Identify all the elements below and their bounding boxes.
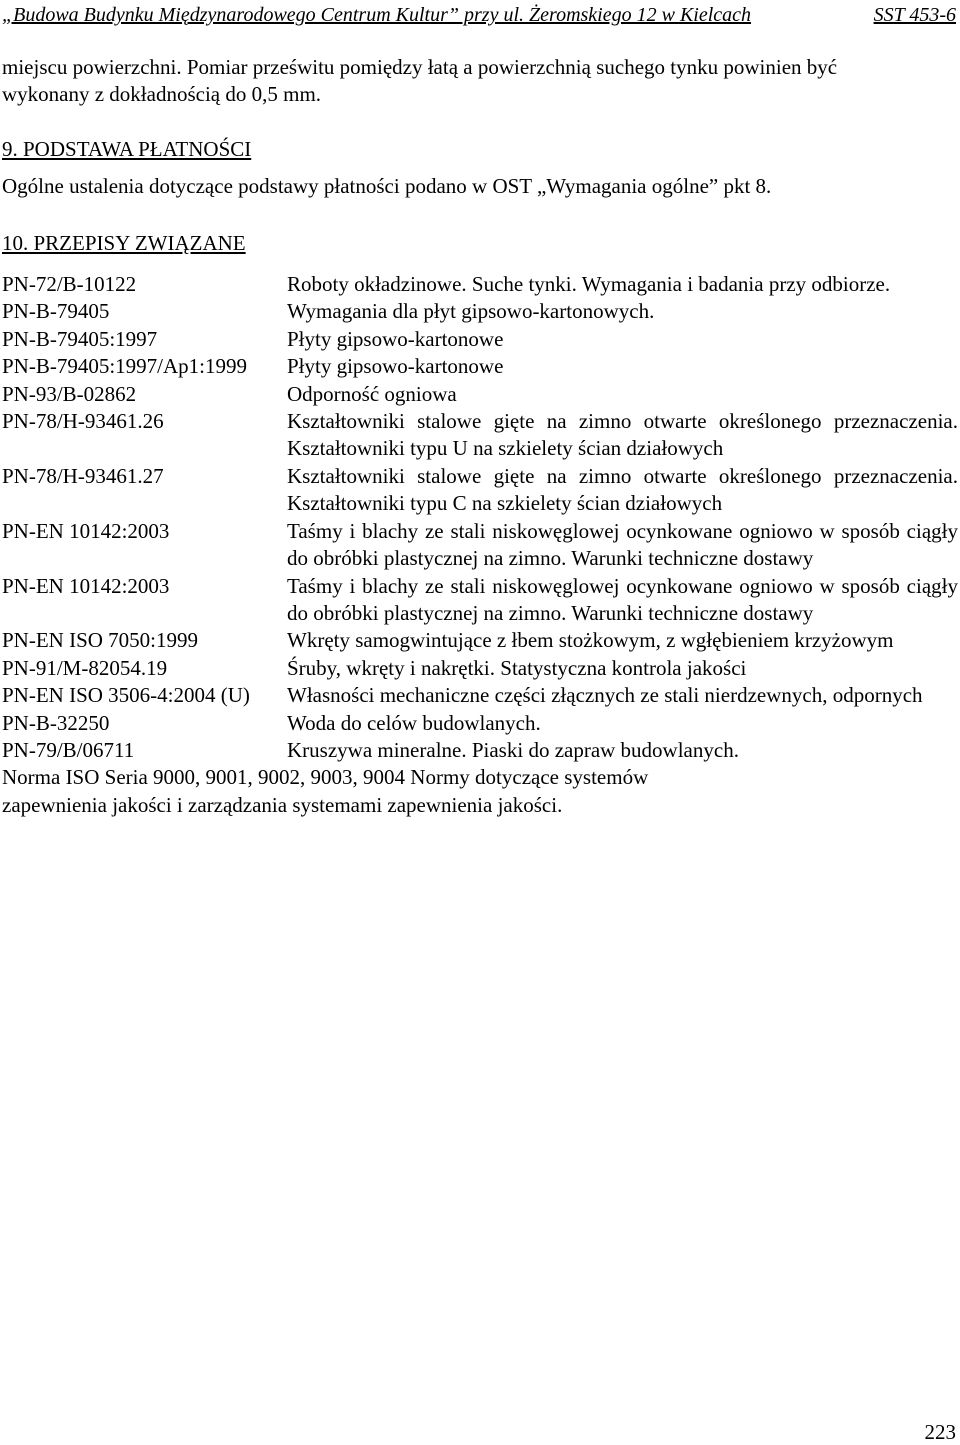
reference-code: PN-EN ISO 3506-4:2004 (U) xyxy=(2,683,250,708)
page-content xyxy=(2,54,958,819)
reference-code: PN-B-79405:1997 xyxy=(2,326,158,351)
page-header xyxy=(0,0,960,40)
reference-description: Własności mechaniczne części złącznych ze stali nierdzewnych, odpornych xyxy=(287,683,923,708)
reference-description: Płyty gipsowo-kartonowe xyxy=(287,354,504,379)
references-list xyxy=(2,261,958,764)
intro-line: miejscu powierzchni. Pomiar prześwitu pomiędzy łatą a powierzchnią suchego tynku powinien być xyxy=(2,55,838,79)
reference-description: Woda do celów budowlanych. xyxy=(287,710,541,735)
document-code: SST 453-6 xyxy=(873,4,956,26)
reference-code: PN-EN ISO 7050:1999 xyxy=(2,628,199,653)
reference-row xyxy=(2,326,958,353)
reference-code: PN-EN 10142:2003 xyxy=(2,573,170,598)
document-title: „Budowa Budynku Międzynarodowego Centrum Kultur” przy ul. Żeromskiego 12 w Kielcach xyxy=(2,4,752,26)
reference-code: PN-79/B/06711 xyxy=(2,737,135,762)
reference-description: Wkręty samogwintujące z łbem stożkowym, z wgłębieniem krzyżowym xyxy=(287,628,894,653)
closing-line: zapewnienia jakości i zarządzania systemami zapewnienia jakości. xyxy=(2,792,563,817)
reference-row xyxy=(2,627,958,654)
reference-code: PN-EN 10142:2003 xyxy=(2,518,170,543)
reference-code: PN-78/H-93461.26 xyxy=(2,409,164,434)
reference-code: PN-B-79405 xyxy=(2,299,110,324)
intro-line: wykonany z dokładnością do 0,5 mm. xyxy=(2,82,322,107)
section-9-heading: 9. PODSTAWA PŁATNOŚCI xyxy=(2,136,252,161)
reference-row xyxy=(2,353,958,380)
reference-row xyxy=(2,298,958,325)
reference-row xyxy=(2,271,958,298)
reference-row xyxy=(2,463,958,518)
section-9-text: Ogólne ustalenia dotyczące podstawy płatności podano w OST „Wymagania ogólne” pkt 8. xyxy=(2,174,772,199)
reference-row xyxy=(2,408,958,463)
reference-description: Taśmy i blachy ze stali niskowęglowej ocynkowane ogniowo w sposób ciągły do obróbki plastycznej na zimno. Warunki techniczne dostawy xyxy=(287,573,958,625)
section-10-heading: 10. PRZEPISY ZWIĄZANE xyxy=(2,230,246,255)
reference-code: PN-72/B-10122 xyxy=(2,272,137,297)
reference-code: PN-91/M-82054.19 xyxy=(2,655,168,680)
reference-code: PN-93/B-02862 xyxy=(2,381,137,406)
reference-description: Taśmy i blachy ze stali niskowęglowej ocynkowane ogniowo w sposób ciągły do obróbki plastycznej na zimno. Warunki techniczne dostawy xyxy=(287,518,958,571)
reference-description: Kruszywa mineralne. Piaski do zapraw budowlanych. xyxy=(287,737,739,762)
reference-description: Roboty okładzinowe. Suche tynki. Wymagania i badania przy odbiorze. xyxy=(287,272,891,297)
reference-description: Kształtowniki stalowe gięte na zimno otwarte określonego przeznaczenia. Kształtowniki typu U na szkielety ścian działowych xyxy=(287,409,958,461)
reference-row xyxy=(2,381,958,408)
reference-code: PN-78/H-93461.27 xyxy=(2,463,164,488)
reference-row xyxy=(2,518,958,573)
reference-description: Płyty gipsowo-kartonowe xyxy=(287,326,504,351)
reference-code: PN-B-32250 xyxy=(2,710,110,735)
reference-description: Kształtowniki stalowe gięte na zimno otwarte określonego przeznaczenia. Kształtowniki typu C na szkielety ścian działowych xyxy=(287,463,958,516)
reference-row xyxy=(2,573,958,628)
page-number: 223 xyxy=(924,1420,956,1444)
reference-description: Wymagania dla płyt gipsowo-kartonowych. xyxy=(287,299,655,324)
reference-row xyxy=(2,737,958,764)
reference-description: Śruby, wkręty i nakrętki. Statystyczna kontrola jakości xyxy=(287,655,747,680)
reference-row xyxy=(2,710,958,737)
closing-line: Norma ISO Seria 9000, 9001, 9002, 9003, 9004 Normy dotyczące systemów xyxy=(2,765,649,790)
reference-description: Odporność ogniowa xyxy=(287,381,457,406)
reference-row xyxy=(2,682,958,709)
reference-row xyxy=(2,655,958,682)
reference-code: PN-B-79405:1997/Ap1:1999 xyxy=(2,354,248,379)
